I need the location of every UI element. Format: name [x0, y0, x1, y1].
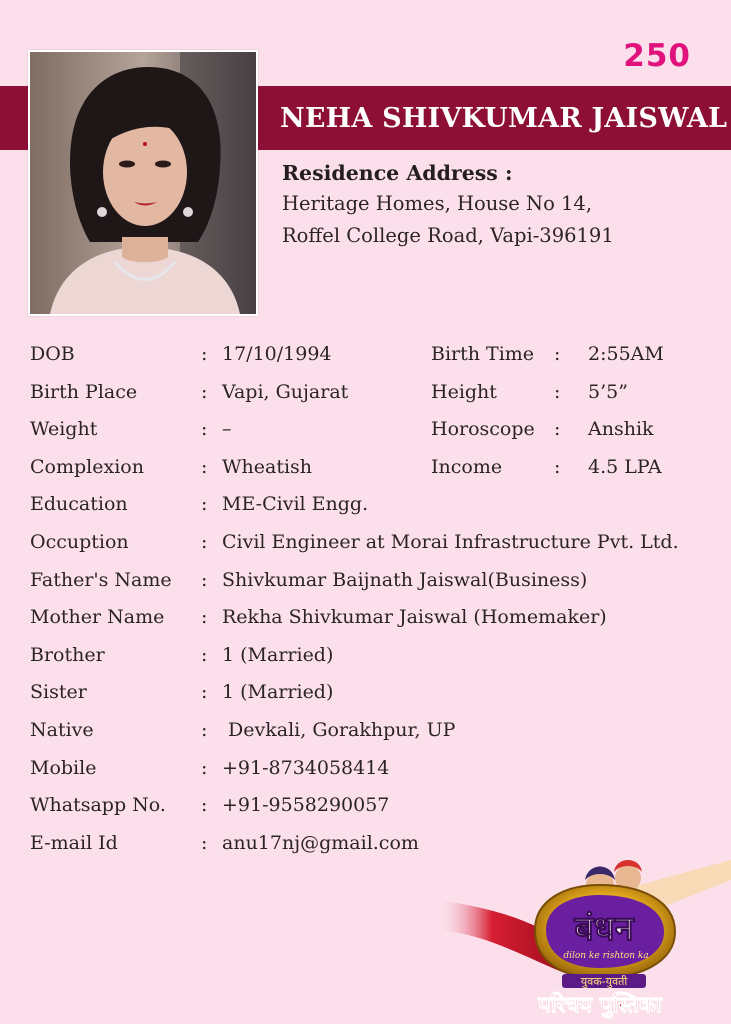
- detail-colon: :: [201, 568, 208, 591]
- residence-address: [282, 158, 722, 252]
- detail-label: Whatsapp No.: [30, 794, 166, 817]
- detail-row-mother: [30, 599, 730, 637]
- detail-value-2: 4.5 LPA: [588, 455, 662, 478]
- detail-value: 17/10/1994: [222, 343, 332, 365]
- detail-colon: :: [201, 794, 208, 817]
- profile-number: 250: [623, 38, 691, 74]
- detail-value: Rekha Shivkumar Jaiswal (Homemaker): [222, 606, 607, 629]
- detail-colon-2: :: [554, 380, 561, 403]
- detail-label: Native: [30, 718, 94, 741]
- detail-value: 1 (Married): [222, 643, 334, 666]
- detail-label: Complexion: [30, 455, 144, 478]
- logo-bottom-text: परिचय पुस्तिका: [538, 993, 662, 1018]
- detail-colon: :: [201, 380, 208, 403]
- detail-label: Occuption: [30, 530, 129, 553]
- logo-sub-text: युवक-युवती: [580, 975, 628, 988]
- address-title: Residence Address :: [282, 161, 513, 185]
- detail-row-education: [30, 486, 730, 524]
- detail-value: +91-9558290057: [222, 794, 390, 817]
- detail-row-brother: [30, 637, 730, 675]
- detail-label-2: Birth Time: [431, 343, 535, 365]
- detail-row-sister: [30, 674, 730, 712]
- detail-value: +91-8734058414: [222, 756, 390, 779]
- detail-label-2: Income: [431, 455, 503, 478]
- address-line-2: Roffel College Road, Vapi-396191: [282, 224, 614, 247]
- detail-value: –: [222, 418, 232, 441]
- detail-row-occupation: [30, 524, 730, 562]
- detail-colon: :: [201, 831, 208, 854]
- detail-row-native: [30, 712, 730, 750]
- detail-label: Father's Name: [30, 568, 172, 591]
- detail-row-father: [30, 562, 730, 600]
- detail-value-2: 2:55AM: [588, 343, 664, 365]
- detail-row-whatsapp: [30, 787, 730, 825]
- detail-colon-2: :: [554, 343, 561, 365]
- detail-label: Mobile: [30, 756, 97, 779]
- detail-colon: :: [201, 756, 208, 779]
- detail-label: DOB: [30, 343, 75, 365]
- detail-label-2: Horoscope: [431, 418, 535, 441]
- candidate-name: NEHA SHIVKUMAR JAISWAL: [280, 102, 728, 134]
- detail-row-birth-place: [30, 374, 730, 412]
- detail-value: Wheatish: [222, 455, 313, 478]
- detail-colon: :: [201, 455, 208, 478]
- profile-photo: [28, 50, 258, 316]
- detail-label: Birth Place: [30, 380, 138, 403]
- detail-label: Sister: [30, 681, 87, 704]
- detail-colon-2: :: [554, 418, 561, 441]
- detail-colon: :: [201, 418, 208, 441]
- detail-label: Mother Name: [30, 606, 165, 629]
- detail-value-2: 5’5”: [588, 380, 628, 403]
- details-list: [30, 336, 730, 862]
- detail-row-complexion: [30, 449, 730, 487]
- detail-value: Devkali, Gorakhpur, UP: [222, 718, 456, 741]
- detail-colon: :: [201, 681, 208, 704]
- detail-row-mobile: [30, 750, 730, 788]
- detail-row-weight: [30, 411, 730, 449]
- bandhan-logo: [440, 850, 731, 1024]
- detail-label-2: Height: [431, 380, 497, 403]
- detail-value: 1 (Married): [222, 681, 334, 704]
- detail-colon-2: :: [554, 455, 561, 478]
- address-line-1: Heritage Homes, House No 14,: [282, 192, 593, 215]
- detail-colon: :: [201, 343, 208, 365]
- detail-label: E-mail Id: [30, 831, 118, 854]
- logo-tagline: dilon ke rishton ka: [563, 951, 649, 961]
- detail-colon: :: [201, 718, 208, 741]
- detail-value-2: Anshik: [588, 418, 654, 441]
- detail-colon: :: [201, 643, 208, 666]
- detail-colon: :: [201, 530, 208, 553]
- detail-label: Weight: [30, 418, 98, 441]
- detail-value: ME-Civil Engg.: [222, 493, 369, 516]
- detail-colon: :: [201, 606, 208, 629]
- detail-row-dob: [30, 336, 730, 374]
- detail-value: anu17nj@gmail.com: [222, 831, 419, 854]
- logo-main-text: बंधन: [574, 909, 634, 949]
- detail-label: Education: [30, 493, 128, 516]
- detail-colon: :: [201, 493, 208, 516]
- detail-value: Civil Engineer at Morai Infrastructure Pvt. Ltd.: [222, 530, 679, 553]
- detail-label: Brother: [30, 643, 105, 666]
- detail-value: Shivkumar Baijnath Jaiswal(Business): [222, 568, 588, 591]
- detail-value: Vapi, Gujarat: [222, 380, 349, 403]
